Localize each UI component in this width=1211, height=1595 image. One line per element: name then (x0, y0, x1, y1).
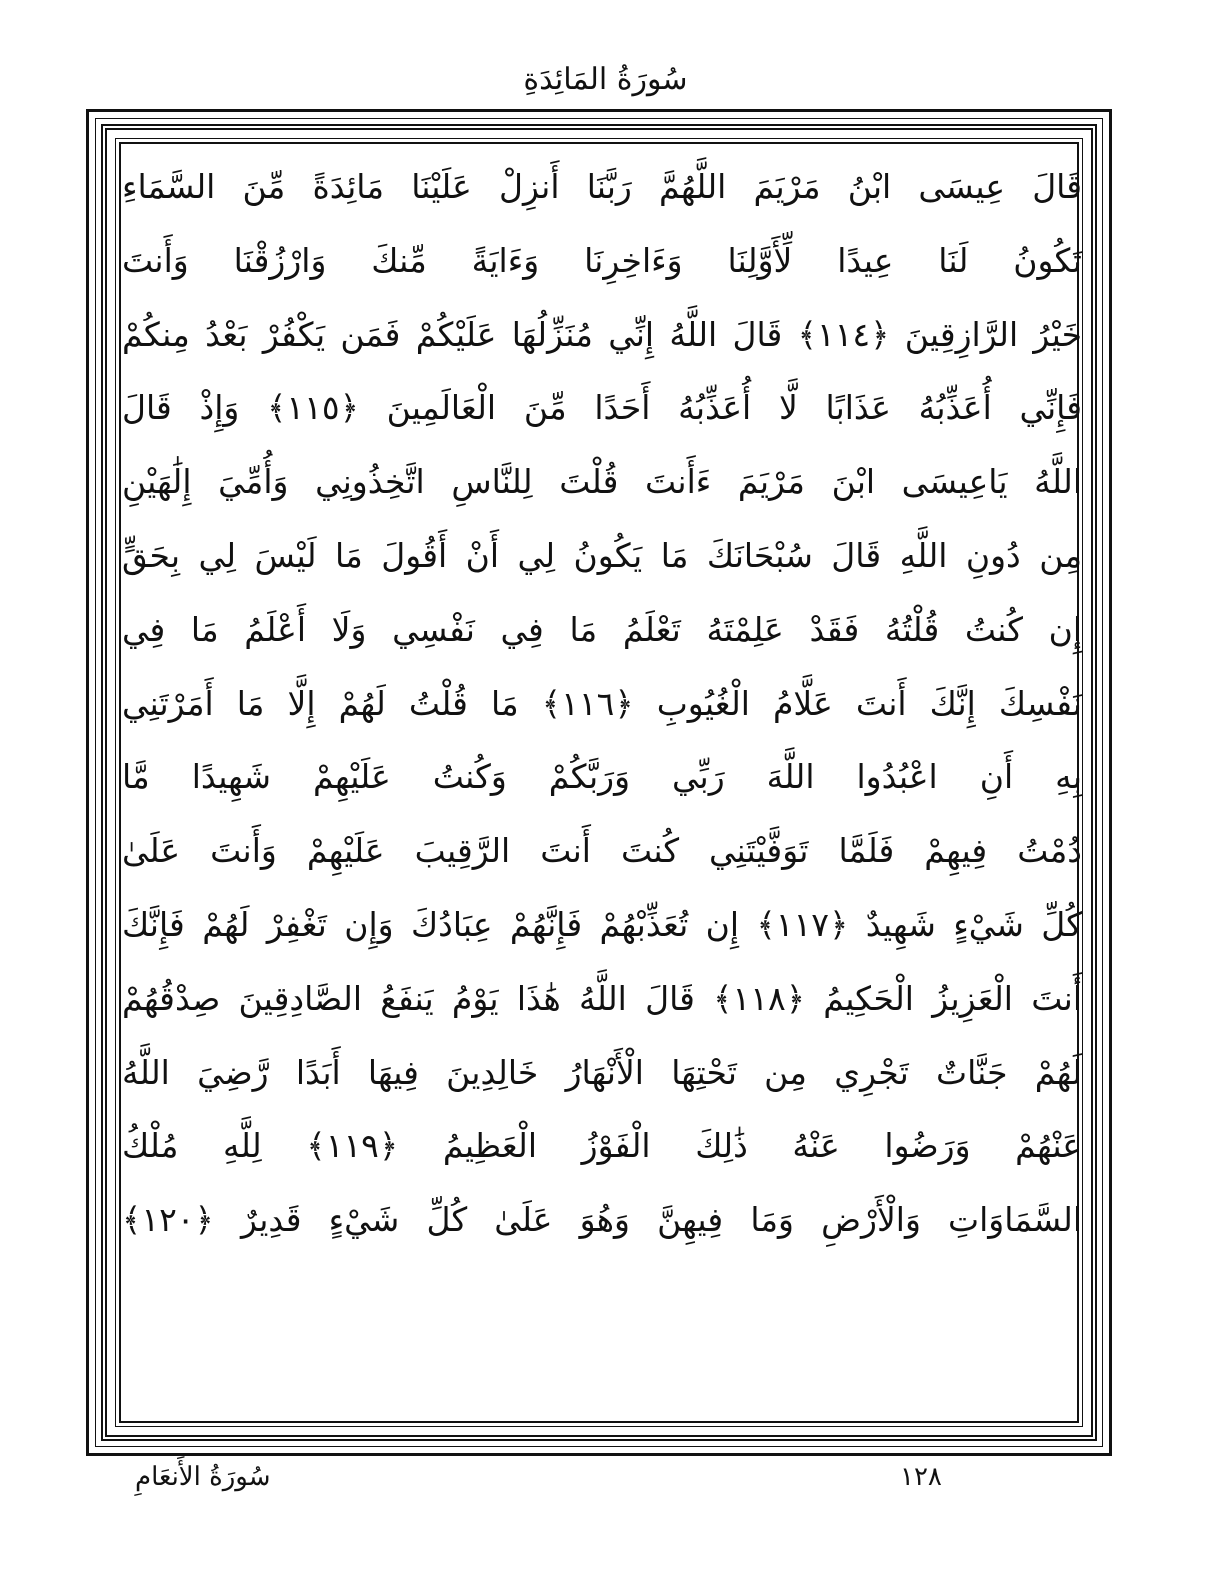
text-line: فَإِنِّي أُعَذِّبُهُ عَذَابًا لَّا أُعَذِّبُهُ أَحَدًا مِّنَ الْعَالَمِينَ ﴿١١٥﴾ وَإِذْ قَالَ (122, 388, 1082, 428)
text-line: السَّمَاوَاتِ وَالْأَرْضِ وَمَا فِيهِنَّ وَهُوَ عَلَىٰ كُلِّ شَيْءٍ قَدِيرٌ ﴿١٢٠﴾ (122, 1200, 1082, 1240)
next-surah-name: سُورَةُ الأَنعَامِ (135, 1462, 271, 1492)
text-line: خَيْرُ الرَّازِقِينَ ﴿١١٤﴾ قَالَ اللَّهُ إِنِّي مُنَزِّلُهَا عَلَيْكُمْ فَمَن يَكْفُرْ بَعْدُ مِنكُمْ (122, 314, 1082, 354)
text-line: نَفْسِكَ إِنَّكَ أَنتَ عَلَّامُ الْغُيُوبِ ﴿١١٦﴾ مَا قُلْتُ لَهُمْ إِلَّا مَا أَمَرْتَنِي (122, 683, 1082, 723)
text-line: إِن كُنتُ قُلْتُهُ فَقَدْ عَلِمْتَهُ تَعْلَمُ مَا فِي نَفْسِي وَلَا أَعْلَمُ مَا فِي (122, 609, 1082, 649)
text-line: مِن دُونِ اللَّهِ قَالَ سُبْحَانَكَ مَا يَكُونُ لِي أَنْ أَقُولَ مَا لَيْسَ لِي بِحَقٍّ (122, 535, 1082, 575)
text-line: اللَّهُ يَاعِيسَى ابْنَ مَرْيَمَ ءَأَنتَ قُلْتَ لِلنَّاسِ اتَّخِذُونِي وَأُمِّيَ إِلَٰهَيْنِ (122, 462, 1082, 502)
text-line: كُلِّ شَيْءٍ شَهِيدٌ ﴿١١٧﴾ إِن تُعَذِّبْهُمْ فَإِنَّهُمْ عِبَادُكَ وَإِن تَغْفِرْ لَهُمْ فَإِنَّكَ (122, 904, 1082, 944)
text-line: دُمْتُ فِيهِمْ فَلَمَّا تَوَفَّيْتَنِي كُنتَ أَنتَ الرَّقِيبَ عَلَيْهِمْ وَأَنتَ عَلَىٰ (122, 831, 1082, 871)
page-number: ١٢٨ (900, 1462, 942, 1492)
text-line: بِهِ أَنِ اعْبُدُوا اللَّهَ رَبِّي وَرَبَّكُمْ وَكُنتُ عَلَيْهِمْ شَهِيدًا مَّا (122, 757, 1082, 797)
text-line: عَنْهُمْ وَرَضُوا عَنْهُ ذَٰلِكَ الْفَوْزُ الْعَظِيمُ ﴿١١٩﴾ لِلَّهِ مُلْكُ (122, 1126, 1082, 1166)
surah-title: سُورَةُ المَائِدَةِ (523, 62, 688, 97)
verses-block (122, 150, 1082, 1257)
text-line: تَكُونُ لَنَا عِيدًا لِّأَوَّلِنَا وَءَاخِرِنَا وَءَايَةً مِّنكَ وَارْزُقْنَا وَأَنتَ (122, 240, 1082, 280)
text-line: قَالَ عِيسَى ابْنُ مَرْيَمَ اللَّهُمَّ رَبَّنَا أَنزِلْ عَلَيْنَا مَائِدَةً مِّنَ السَّمَاءِ (122, 167, 1082, 206)
text-line: أَنتَ الْعَزِيزُ الْحَكِيمُ ﴿١١٨﴾ قَالَ اللَّهُ هَٰذَا يَوْمُ يَنفَعُ الصَّادِقِينَ صِدْقُهُمْ (122, 978, 1082, 1018)
text-line: لَهُمْ جَنَّاتٌ تَجْرِي مِن تَحْتِهَا الْأَنْهَارُ خَالِدِينَ فِيهَا أَبَدًا رَّضِيَ اللَّهُ (122, 1052, 1082, 1092)
